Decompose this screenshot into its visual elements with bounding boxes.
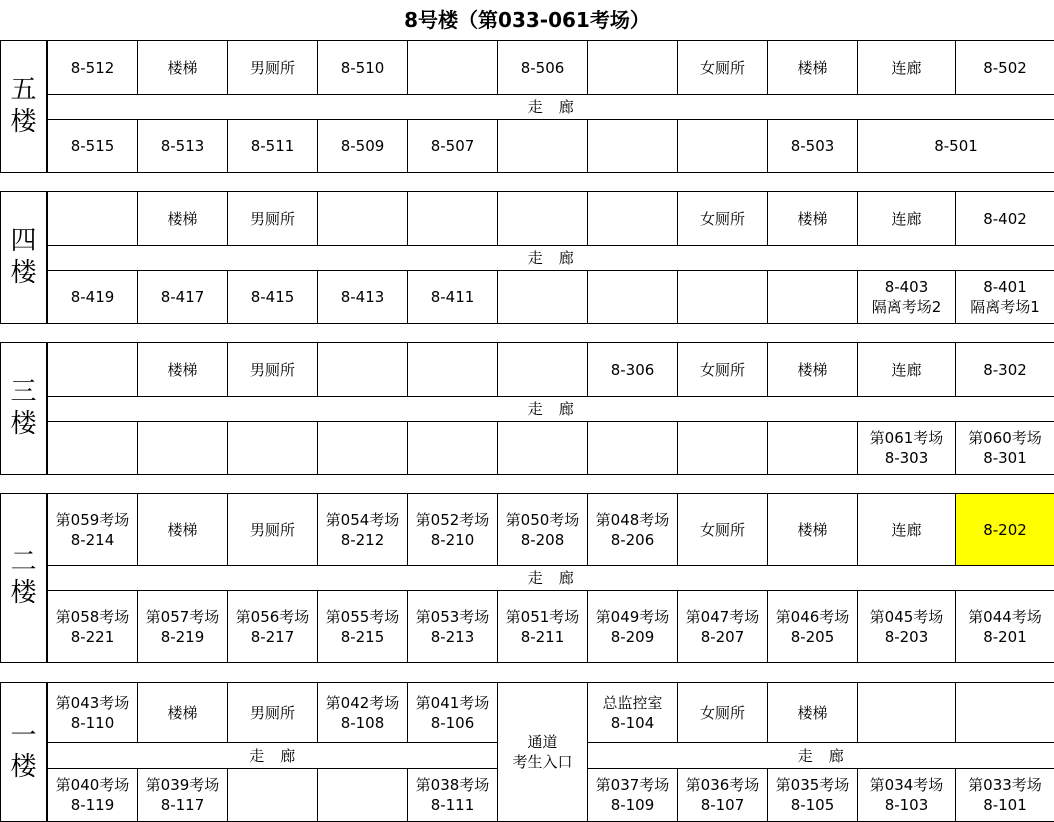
f4-room-bottom-10: 8-401 隔离考场1 [955, 270, 1054, 324]
f3-room-top-10: 8-302 [955, 342, 1054, 397]
f1-corridor-right: 走 廊 [587, 742, 1054, 769]
f4-room-bottom-6 [587, 270, 678, 324]
f3-room-top-9: 连廊 [857, 342, 956, 397]
f1-room-top-right-0: 总监控室 8-104 [587, 682, 678, 743]
f3-room-bottom-6 [587, 421, 678, 475]
f2-room-bottom-8: 第046考场 8-205 [767, 590, 858, 663]
f4-room-bottom-8 [767, 270, 858, 324]
f5-room-bottom-5 [497, 119, 588, 173]
f1-room-top-right-2: 楼梯 [767, 682, 858, 743]
f3-corridor: 走 廊 [47, 396, 1054, 422]
f4-room-bottom-0: 8-419 [47, 270, 138, 324]
f5-room-top-2: 男厕所 [227, 40, 318, 95]
f3-room-top-7: 女厕所 [677, 342, 768, 397]
f1-room-top-left-3: 第042考场 8-108 [317, 682, 408, 743]
f1-room-top-right-1: 女厕所 [677, 682, 768, 743]
f3-room-bottom-4 [407, 421, 498, 475]
f2-room-top-8: 楼梯 [767, 493, 858, 566]
f1-room-bottom-right-2: 第035考场 8-105 [767, 768, 858, 822]
f3-floor-label: 三 楼 [0, 342, 47, 475]
f4-room-bottom-7 [677, 270, 768, 324]
f5-room-top-3: 8-510 [317, 40, 408, 95]
f5-room-top-7: 女厕所 [677, 40, 768, 95]
f2-room-bottom-2: 第056考场 8-217 [227, 590, 318, 663]
f3-room-bottom-3 [317, 421, 408, 475]
f4-floor-label: 四 楼 [0, 191, 47, 324]
f3-room-top-1: 楼梯 [137, 342, 228, 397]
f1-room-bottom-left-3 [317, 768, 408, 822]
f4-room-top-9: 连廊 [857, 191, 956, 246]
f3-room-top-3 [317, 342, 408, 397]
f3-room-top-6: 8-306 [587, 342, 678, 397]
f4-room-bottom-5 [497, 270, 588, 324]
f4-room-top-10: 8-402 [955, 191, 1054, 246]
f5-room-bottom-2: 8-511 [227, 119, 318, 173]
f1-room-bottom-right-0: 第037考场 8-109 [587, 768, 678, 822]
f1-room-bottom-right-4: 第033考场 8-101 [955, 768, 1054, 822]
f3-room-top-2: 男厕所 [227, 342, 318, 397]
f1-room-bottom-right-3: 第034考场 8-103 [857, 768, 956, 822]
f4-room-bottom-4: 8-411 [407, 270, 498, 324]
f2-room-bottom-6: 第049考场 8-209 [587, 590, 678, 663]
f2-room-bottom-7: 第047考场 8-207 [677, 590, 768, 663]
f3-room-top-0 [47, 342, 138, 397]
f2-room-top-5: 第050考场 8-208 [497, 493, 588, 566]
f5-room-bottom-4: 8-507 [407, 119, 498, 173]
f5-room-bottom-8: 8-503 [767, 119, 858, 173]
f5-room-top-0: 8-512 [47, 40, 138, 95]
f4-room-bottom-3: 8-413 [317, 270, 408, 324]
f1-room-bottom-left-1: 第039考场 8-117 [137, 768, 228, 822]
f2-room-top-6: 第048考场 8-206 [587, 493, 678, 566]
f3-room-bottom-8 [767, 421, 858, 475]
f3-room-bottom-9: 第061考场 8-303 [857, 421, 956, 475]
f4-room-bottom-1: 8-417 [137, 270, 228, 324]
f4-room-top-7: 女厕所 [677, 191, 768, 246]
f5-room-top-9: 连廊 [857, 40, 956, 95]
f4-room-top-6 [587, 191, 678, 246]
f5-room-top-4 [407, 40, 498, 95]
f3-room-bottom-10: 第060考场 8-301 [955, 421, 1054, 475]
f5-room-bottom-9: 8-501 [857, 119, 1054, 173]
f4-room-bottom-2: 8-415 [227, 270, 318, 324]
f2-room-top-10: 8-202 [955, 493, 1054, 566]
f3-room-top-4 [407, 342, 498, 397]
f5-room-bottom-3: 8-509 [317, 119, 408, 173]
page-title: 8号楼（第033-061考场） [404, 8, 650, 32]
f5-room-bottom-6 [587, 119, 678, 173]
f1-floor-label: 一 楼 [0, 682, 47, 822]
f2-corridor: 走 廊 [47, 565, 1054, 591]
f2-room-top-2: 男厕所 [227, 493, 318, 566]
f2-room-top-3: 第054考场 8-212 [317, 493, 408, 566]
f2-room-bottom-1: 第057考场 8-219 [137, 590, 228, 663]
f5-floor-label: 五 楼 [0, 40, 47, 173]
f1-room-bottom-left-4: 第038考场 8-111 [407, 768, 498, 822]
f2-room-bottom-5: 第051考场 8-211 [497, 590, 588, 663]
f2-room-bottom-3: 第055考场 8-215 [317, 590, 408, 663]
f3-room-bottom-0 [47, 421, 138, 475]
f3-room-bottom-2 [227, 421, 318, 475]
f1-room-top-left-1: 楼梯 [137, 682, 228, 743]
f3-room-top-8: 楼梯 [767, 342, 858, 397]
f5-room-top-5: 8-506 [497, 40, 588, 95]
f2-floor-label: 二 楼 [0, 493, 47, 663]
f5-corridor: 走 廊 [47, 94, 1054, 120]
f1-room-top-left-4: 第041考场 8-106 [407, 682, 498, 743]
f4-room-top-8: 楼梯 [767, 191, 858, 246]
f2-room-top-1: 楼梯 [137, 493, 228, 566]
f2-room-bottom-0: 第058考场 8-221 [47, 590, 138, 663]
f2-room-top-7: 女厕所 [677, 493, 768, 566]
f3-room-top-5 [497, 342, 588, 397]
f4-room-top-1: 楼梯 [137, 191, 228, 246]
f4-room-top-0 [47, 191, 138, 246]
f3-room-bottom-5 [497, 421, 588, 475]
f5-room-top-1: 楼梯 [137, 40, 228, 95]
f4-room-top-4 [407, 191, 498, 246]
f1-passage-entrance: 通道 考生入口 [497, 682, 588, 822]
f4-room-top-3 [317, 191, 408, 246]
f4-room-bottom-9: 8-403 隔离考场2 [857, 270, 956, 324]
f3-room-bottom-1 [137, 421, 228, 475]
f2-room-bottom-10: 第044考场 8-201 [955, 590, 1054, 663]
f5-room-bottom-7 [677, 119, 768, 173]
f5-room-bottom-1: 8-513 [137, 119, 228, 173]
f1-room-top-right-4 [955, 682, 1054, 743]
f2-room-top-4: 第052考场 8-210 [407, 493, 498, 566]
f1-room-bottom-left-0: 第040考场 8-119 [47, 768, 138, 822]
f5-room-top-10: 8-502 [955, 40, 1054, 95]
f1-corridor-left: 走 廊 [47, 742, 498, 769]
f5-room-bottom-0: 8-515 [47, 119, 138, 173]
f4-corridor: 走 廊 [47, 245, 1054, 271]
f5-room-top-8: 楼梯 [767, 40, 858, 95]
f4-room-top-2: 男厕所 [227, 191, 318, 246]
f2-room-bottom-4: 第053考场 8-213 [407, 590, 498, 663]
f1-room-bottom-left-2 [227, 768, 318, 822]
f5-room-top-6 [587, 40, 678, 95]
f1-room-top-left-0: 第043考场 8-110 [47, 682, 138, 743]
f2-room-top-0: 第059考场 8-214 [47, 493, 138, 566]
f2-room-top-9: 连廊 [857, 493, 956, 566]
f2-room-bottom-9: 第045考场 8-203 [857, 590, 956, 663]
f4-room-top-5 [497, 191, 588, 246]
f1-room-top-right-3 [857, 682, 956, 743]
f3-room-bottom-7 [677, 421, 768, 475]
f1-room-bottom-right-1: 第036考场 8-107 [677, 768, 768, 822]
f1-room-top-left-2: 男厕所 [227, 682, 318, 743]
